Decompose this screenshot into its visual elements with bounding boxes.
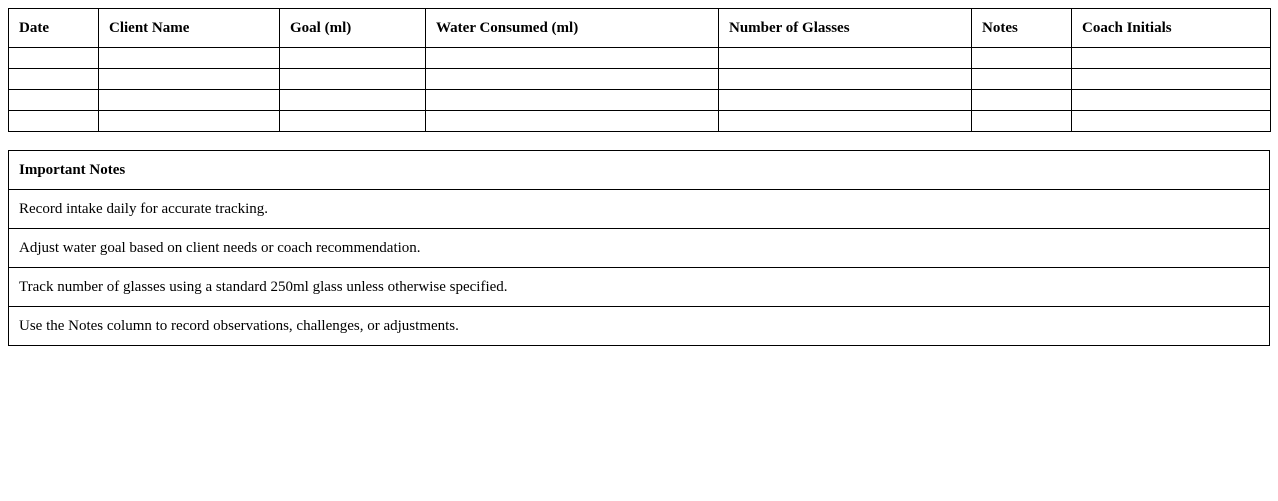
note-item: Track number of glasses using a standard 250ml glass unless otherwise specified. bbox=[9, 268, 1270, 307]
table-row bbox=[9, 111, 1271, 132]
table-cell[interactable] bbox=[719, 111, 972, 132]
table-cell[interactable] bbox=[1072, 111, 1271, 132]
table-cell[interactable] bbox=[99, 48, 280, 69]
table-cell[interactable] bbox=[719, 48, 972, 69]
table-cell[interactable] bbox=[280, 69, 426, 90]
table-cell[interactable] bbox=[9, 69, 99, 90]
note-item: Use the Notes column to record observations, challenges, or adjustments. bbox=[9, 307, 1270, 346]
table-cell[interactable] bbox=[1072, 69, 1271, 90]
important-notes-title: Important Notes bbox=[9, 151, 1270, 190]
table-cell[interactable] bbox=[280, 90, 426, 111]
table-cell[interactable] bbox=[9, 111, 99, 132]
column-header-notes: Notes bbox=[972, 9, 1072, 48]
table-cell[interactable] bbox=[972, 90, 1072, 111]
column-header-number-of-glasses: Number of Glasses bbox=[719, 9, 972, 48]
table-cell[interactable] bbox=[972, 69, 1072, 90]
table-cell[interactable] bbox=[280, 111, 426, 132]
table-row bbox=[9, 90, 1271, 111]
column-header-goal: Goal (ml) bbox=[280, 9, 426, 48]
table-cell[interactable] bbox=[426, 111, 719, 132]
table-cell[interactable] bbox=[426, 48, 719, 69]
table-cell[interactable] bbox=[9, 90, 99, 111]
table-cell[interactable] bbox=[972, 111, 1072, 132]
table-cell[interactable] bbox=[972, 48, 1072, 69]
important-notes-table bbox=[8, 150, 1270, 346]
table-cell[interactable] bbox=[99, 69, 280, 90]
column-header-water-consumed: Water Consumed (ml) bbox=[426, 9, 719, 48]
table-cell[interactable] bbox=[99, 111, 280, 132]
table-row bbox=[9, 69, 1271, 90]
table-cell[interactable] bbox=[426, 69, 719, 90]
notes-header-row bbox=[9, 151, 1270, 190]
table-row bbox=[9, 48, 1271, 69]
note-item: Record intake daily for accurate tracking. bbox=[9, 190, 1270, 229]
table-cell[interactable] bbox=[426, 90, 719, 111]
column-header-date: Date bbox=[9, 9, 99, 48]
table-cell[interactable] bbox=[280, 48, 426, 69]
table-cell[interactable] bbox=[1072, 90, 1271, 111]
table-cell[interactable] bbox=[1072, 48, 1271, 69]
column-header-coach-initials: Coach Initials bbox=[1072, 9, 1271, 48]
column-header-client-name: Client Name bbox=[99, 9, 280, 48]
notes-row bbox=[9, 307, 1270, 346]
table-cell[interactable] bbox=[719, 90, 972, 111]
table-cell[interactable] bbox=[719, 69, 972, 90]
water-intake-table bbox=[8, 8, 1271, 132]
notes-row bbox=[9, 229, 1270, 268]
note-item: Adjust water goal based on client needs or coach recommendation. bbox=[9, 229, 1270, 268]
notes-row bbox=[9, 268, 1270, 307]
table-header-row bbox=[9, 9, 1271, 48]
table-cell[interactable] bbox=[99, 90, 280, 111]
notes-row bbox=[9, 190, 1270, 229]
table-cell[interactable] bbox=[9, 48, 99, 69]
